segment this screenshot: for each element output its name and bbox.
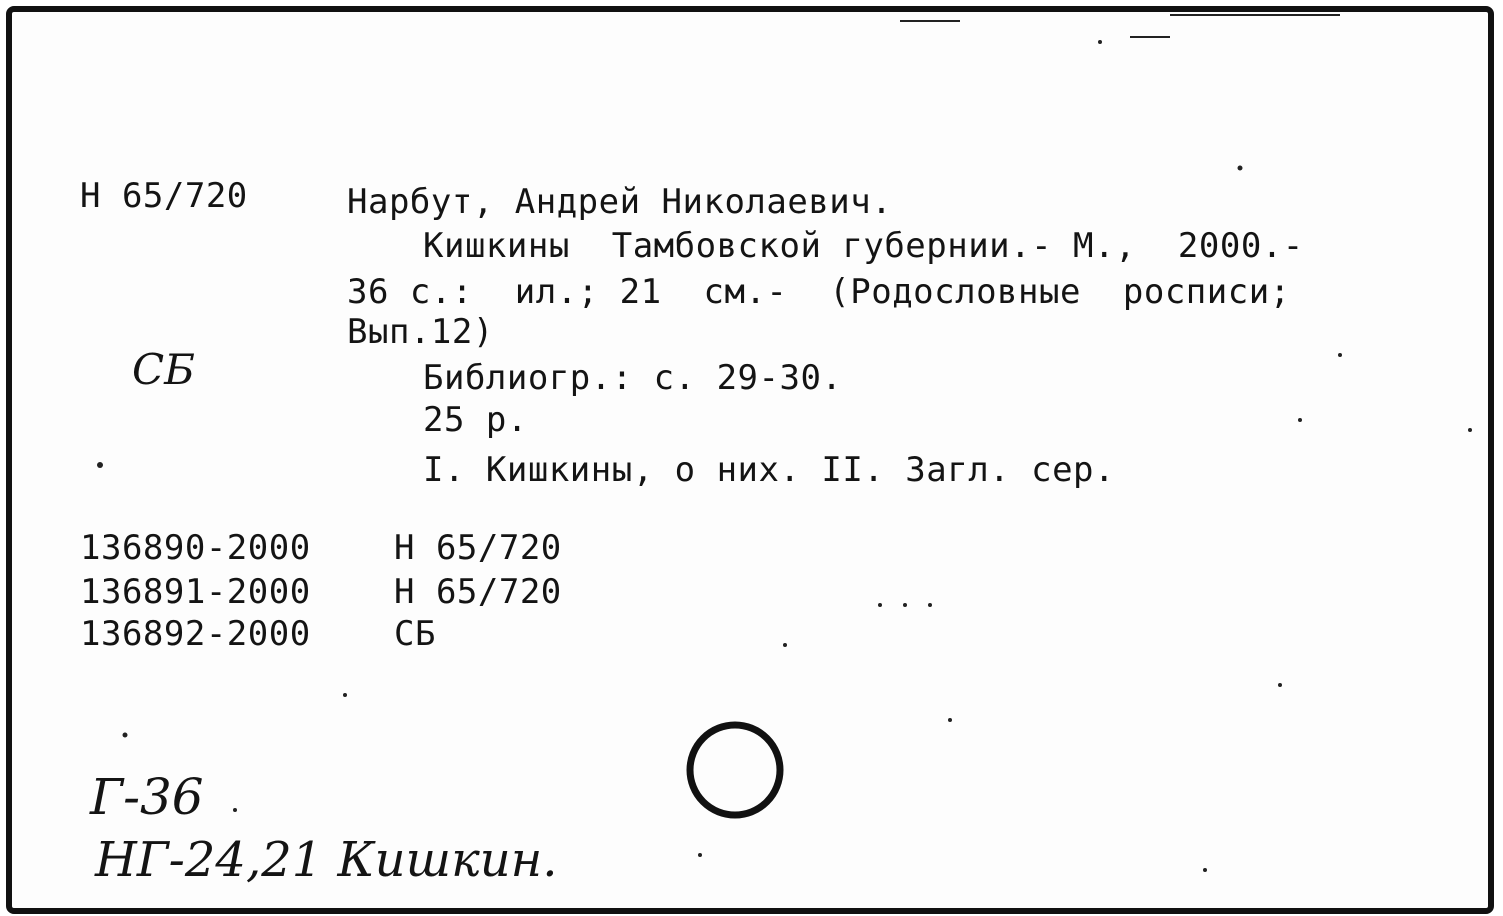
holding-location: СБ: [394, 614, 436, 654]
holding-location: Н 65/720: [394, 572, 562, 612]
description-line-3: Вып.12): [347, 312, 494, 352]
holding-location: Н 65/720: [394, 528, 562, 568]
price: 25 р.: [423, 400, 528, 440]
tracings: I. Кишкины, о них. II. Загл. сер.: [423, 450, 1116, 490]
holding-inventory: 136892-2000: [80, 614, 311, 654]
bibliography-note: Библиогр.: с. 29-30.: [423, 358, 843, 398]
author-heading: Нарбут, Андрей Николаевич.: [347, 182, 893, 222]
description-line-1: Кишкины Тамбовской губернии.- М., 2000.-: [423, 226, 1304, 266]
description-line-2: 36 с.: ил.; 21 см.- (Родословные росписи;: [347, 272, 1291, 312]
holding-inventory: 136891-2000: [80, 572, 311, 612]
handwritten-line-2: НГ-24,21 Кишкин.: [95, 832, 558, 888]
punched-hole: [690, 725, 780, 815]
holding-inventory: 136890-2000: [80, 528, 311, 568]
handwritten-line-1: Г-36: [90, 768, 204, 826]
call-number: Н 65/720: [80, 176, 248, 216]
handwritten-mark: СБ: [132, 345, 195, 394]
